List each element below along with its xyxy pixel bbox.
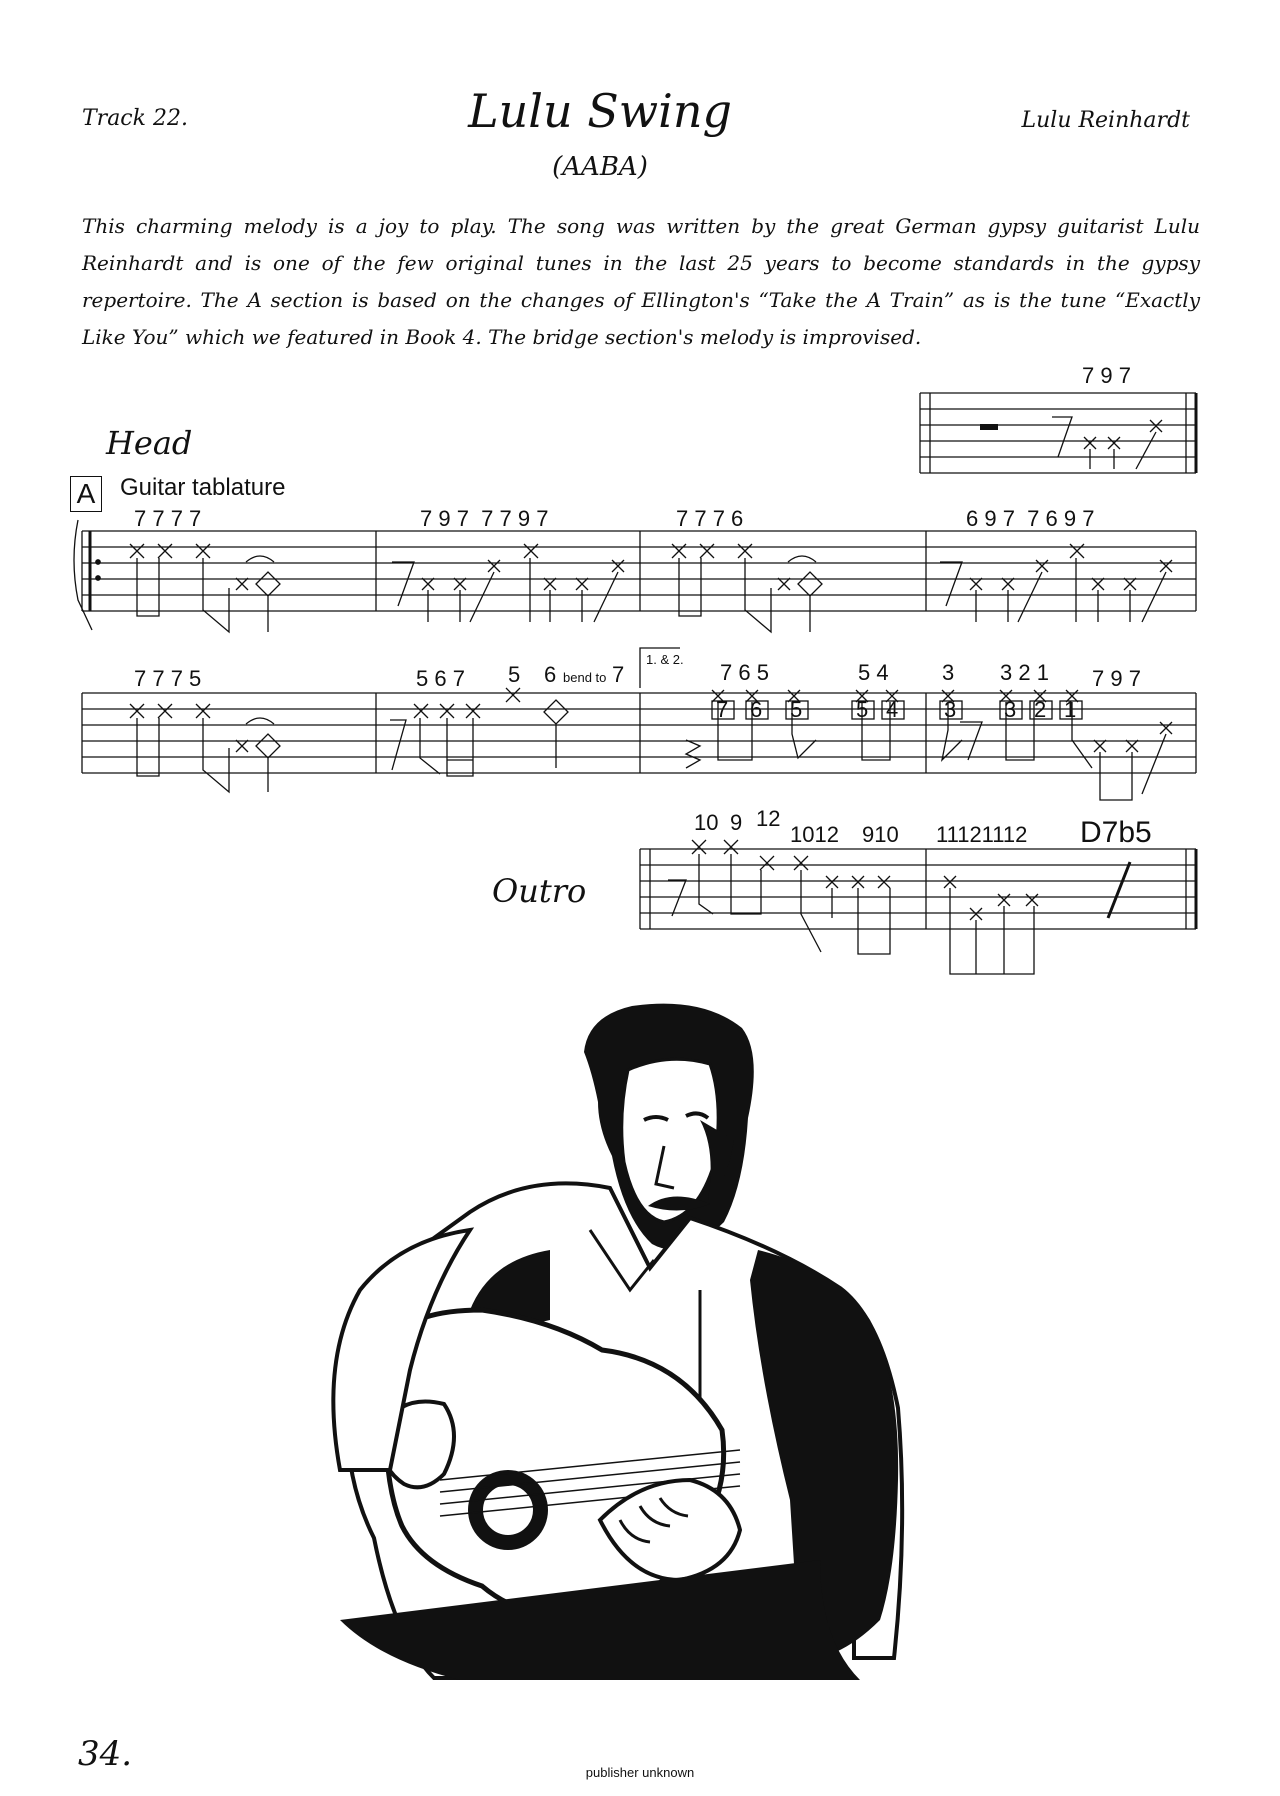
outro-staff [640,840,1196,974]
row2-bar4-321: 3 2 1 [1000,660,1049,685]
outro-label: Outro [492,872,587,910]
guitarist-illustration [333,1004,902,1680]
row2-bar2-six: 6 [544,662,557,687]
row2-bar3-inner-4: 4 [886,697,899,722]
section-letter-box: A [70,476,102,512]
row1-bar1-frets: 7 7 7 7 [134,506,202,531]
row2-bar4-797: 7 9 7 [1092,666,1141,691]
outro-fret-9: 9 [730,810,743,835]
head-label: Head [106,424,193,462]
row1-bar3-frets: 7 7 7 6 [676,506,744,531]
row2-bar3-inner-5b: 5 [856,697,869,722]
outro-fret-10: 10 [694,810,719,835]
row2-bar3-54: 5 4 [858,660,889,685]
pickup-frets: 7 9 7 [1082,363,1131,388]
tab-caption: Guitar tablature [120,474,286,501]
row2-bar4-three: 3 [942,660,955,685]
chord-symbol: D7b5 [1080,816,1152,849]
ending-bracket-label: 1. & 2. [646,652,684,667]
row1-bar4-frets: 6 9 7 7 6 9 7 [966,506,1095,531]
row2-bar1-frets: 7 7 7 5 [134,666,202,691]
track-number: Track 22. [82,106,188,131]
staff-row-1 [74,520,1196,632]
row2-bar4-inner-3a: 3 [944,697,957,722]
row2-bar3-frets: 7 6 5 [720,660,769,685]
outro-fret-1012: 1012 [790,822,839,847]
publisher-credit: publisher unknown [585,1765,695,1780]
song-title: Lulu Swing [468,84,732,138]
row2-bar3-inner-6: 6 [750,697,763,722]
row2-bar3-inner-7: 7 [716,697,729,722]
page-number: 34. [78,1734,133,1774]
outro-fret-910: 910 [862,822,899,847]
outro-fret-12: 12 [756,806,781,831]
row2-bar4-inner-2: 2 [1034,697,1047,722]
row2-bar3-inner-5a: 5 [790,697,803,722]
bend-label: bend to [563,670,607,685]
row2-bar4-inner-1: 1 [1064,697,1077,722]
pickup-staff [920,393,1196,473]
row2-bar2-frets: 5 6 7 [416,666,465,691]
bend-target: 7 [612,662,625,687]
intro-paragraph: This charming melody is a joy to play. The song was written by the great German gypsy guitarist Lulu Reinhardt and is one of the few original tunes in the last 25 years to become standards in the gypsy repertoire. The A section is based on the changes of Ellington's “Take the A Train” as is the tune “Exactly Like You” which we featured in Book 4. The bridge section's melody is improvised. [82,214,1200,349]
outro-bar2-frets: 11121112 [936,822,1028,847]
composer-name: Lulu Reinhardt [1021,108,1190,133]
row2-bar4-inner-3b: 3 [1004,697,1017,722]
song-form: (AABA) [552,152,648,182]
row1-bar2-frets: 7 9 7 7 7 9 7 [420,506,549,531]
row2-bar2-five: 5 [508,662,521,687]
